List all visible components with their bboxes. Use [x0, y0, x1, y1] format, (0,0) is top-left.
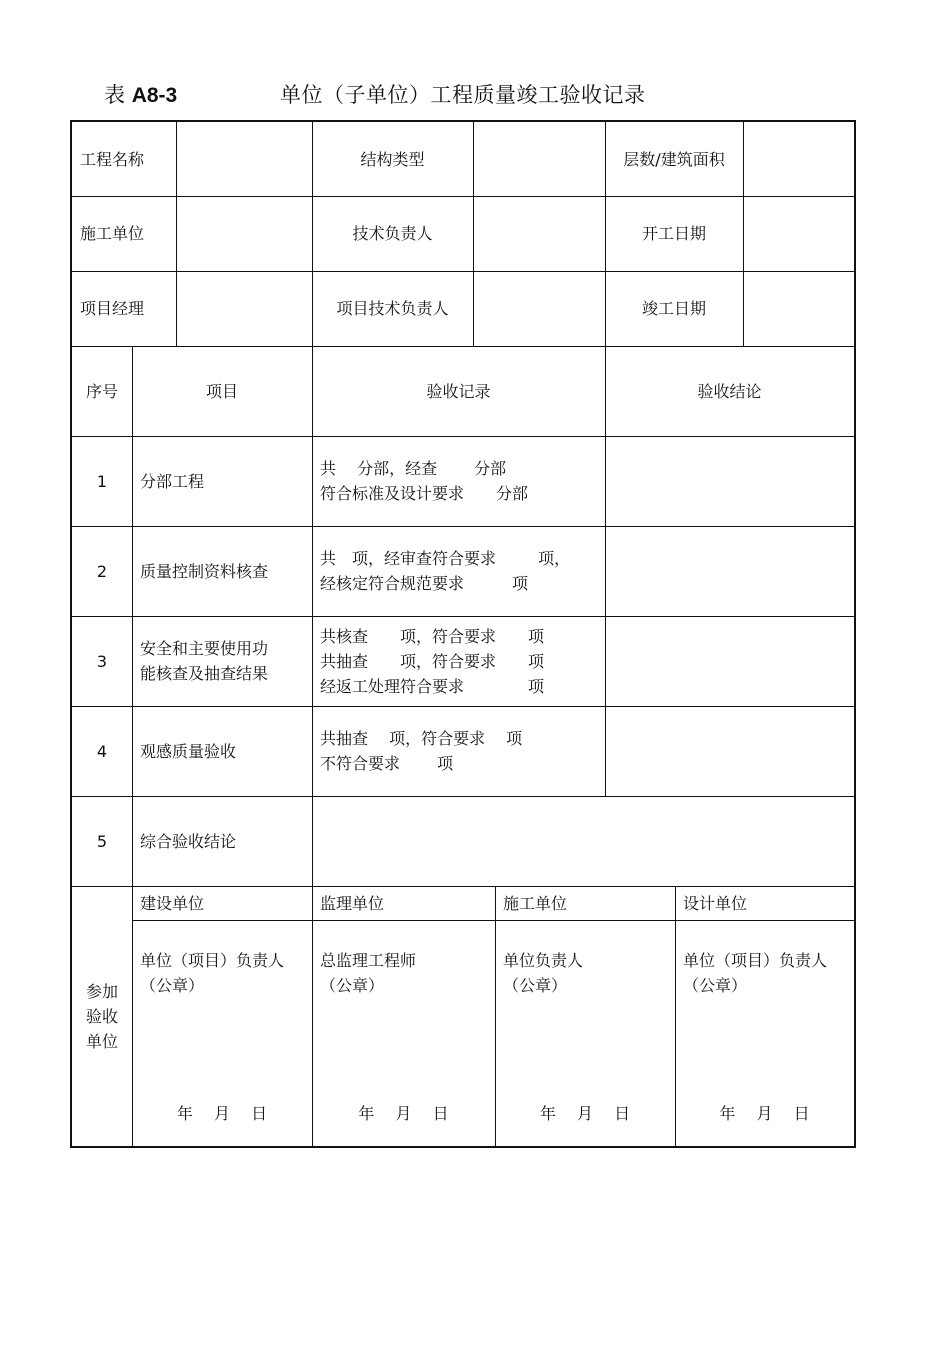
- item-name-line: 综合验收结论: [140, 831, 237, 851]
- col-divider: [176, 122, 177, 346]
- label-structure-type: 结构类型: [360, 149, 425, 169]
- item-name: [132, 706, 312, 796]
- label-construction-unit: 施工单位: [80, 224, 145, 243]
- acceptance-record-table: [70, 120, 856, 1148]
- unit-name-contractor: 施工单位: [503, 893, 568, 913]
- role-line: （公章）: [320, 976, 385, 995]
- item-name-line: 观感质量验收: [140, 741, 237, 761]
- participants-label-line: 单位: [85, 1031, 118, 1051]
- table-code: A8-3: [131, 84, 178, 107]
- item-seq: 2: [96, 561, 108, 581]
- unit-role-designer: [675, 948, 854, 1008]
- unit-name-supervisor: 监理单位: [320, 893, 385, 913]
- label-project-manager: 项目经理: [80, 299, 145, 318]
- role-line: 单位负责人: [503, 951, 584, 970]
- participants-label: [72, 886, 132, 1146]
- record-line: 符合标准及设计要求 分部: [320, 484, 529, 503]
- item-record: [312, 436, 605, 526]
- record-line: 共 项，经审查符合要求 项，: [320, 549, 571, 568]
- unit-role-owner: [132, 948, 312, 1008]
- item-seq: 4: [96, 741, 108, 761]
- participants-label-line: 参加: [85, 981, 118, 1001]
- item-name-line: 质量控制资料核查: [140, 561, 269, 581]
- label-floors-area: 层数/建筑面积: [623, 149, 725, 169]
- participants-label-line: 验收: [85, 1006, 118, 1026]
- header-record: 验收记录: [426, 381, 491, 401]
- item-name: [132, 526, 312, 616]
- header-item: 项目: [205, 381, 238, 401]
- item-record: [312, 706, 605, 796]
- unit-name-owner: 建设单位: [140, 893, 205, 913]
- record-line: 经返工处理符合要求 项: [320, 676, 545, 696]
- row-divider: [132, 920, 854, 921]
- item-name-line: 安全和主要使用功: [140, 639, 269, 658]
- item-name-line: 分部工程: [140, 471, 205, 491]
- role-line: 单位（项目）负责人: [683, 951, 828, 970]
- role-line: （公章）: [140, 976, 205, 995]
- label-completion-date: 竣工日期: [641, 299, 706, 318]
- item-name: [132, 436, 312, 526]
- unit-role-contractor: [495, 948, 675, 1008]
- item-name: [132, 796, 312, 886]
- table-label-prefix: 表: [104, 83, 132, 107]
- item-seq: 1: [96, 471, 108, 491]
- label-project-technical-lead: 项目技术负责人: [336, 299, 449, 318]
- col-divider: [473, 122, 474, 346]
- table-label: [104, 80, 177, 111]
- header-seq: 序号: [85, 381, 118, 401]
- unit-date-contractor: 年 月 日: [539, 1103, 631, 1123]
- item-name-line: 能核查及抽查结果: [140, 664, 269, 683]
- unit-name-designer: 设计单位: [683, 893, 748, 913]
- record-line: 共抽查 项，符合要求 项: [320, 729, 523, 748]
- label-project-name: 工程名称: [80, 149, 145, 169]
- header-conclusion: 验收结论: [697, 381, 762, 401]
- record-line: 共 分部，经查 分部: [320, 459, 507, 478]
- label-start-date: 开工日期: [641, 224, 706, 243]
- document-title: 单位（子单位）工程质量竣工验收记录: [280, 83, 646, 107]
- unit-date-supervisor: 年 月 日: [358, 1103, 449, 1123]
- record-line: 不符合要求 项: [320, 754, 454, 773]
- item-seq: 3: [96, 651, 108, 671]
- item-seq: 5: [96, 831, 108, 851]
- record-line: 经核定符合规范要求 项: [320, 574, 529, 593]
- item-name: [132, 616, 312, 706]
- label-technical-lead: 技术负责人: [352, 224, 433, 243]
- role-line: （公章）: [683, 976, 748, 995]
- record-line: 共抽查 项，符合要求 项: [320, 651, 545, 671]
- unit-date-designer: 年 月 日: [719, 1103, 810, 1123]
- document-header: [0, 80, 950, 110]
- item-record: [312, 616, 605, 706]
- item-record: [312, 526, 605, 616]
- role-line: （公章）: [503, 976, 568, 995]
- role-line: 总监理工程师: [320, 951, 417, 970]
- col-divider: [743, 122, 744, 346]
- record-line: 共核查 项，符合要求 项: [320, 626, 545, 646]
- unit-role-supervisor: [312, 948, 495, 1008]
- role-line: 单位（项目）负责人: [140, 951, 285, 970]
- unit-date-owner: 年 月 日: [176, 1103, 268, 1123]
